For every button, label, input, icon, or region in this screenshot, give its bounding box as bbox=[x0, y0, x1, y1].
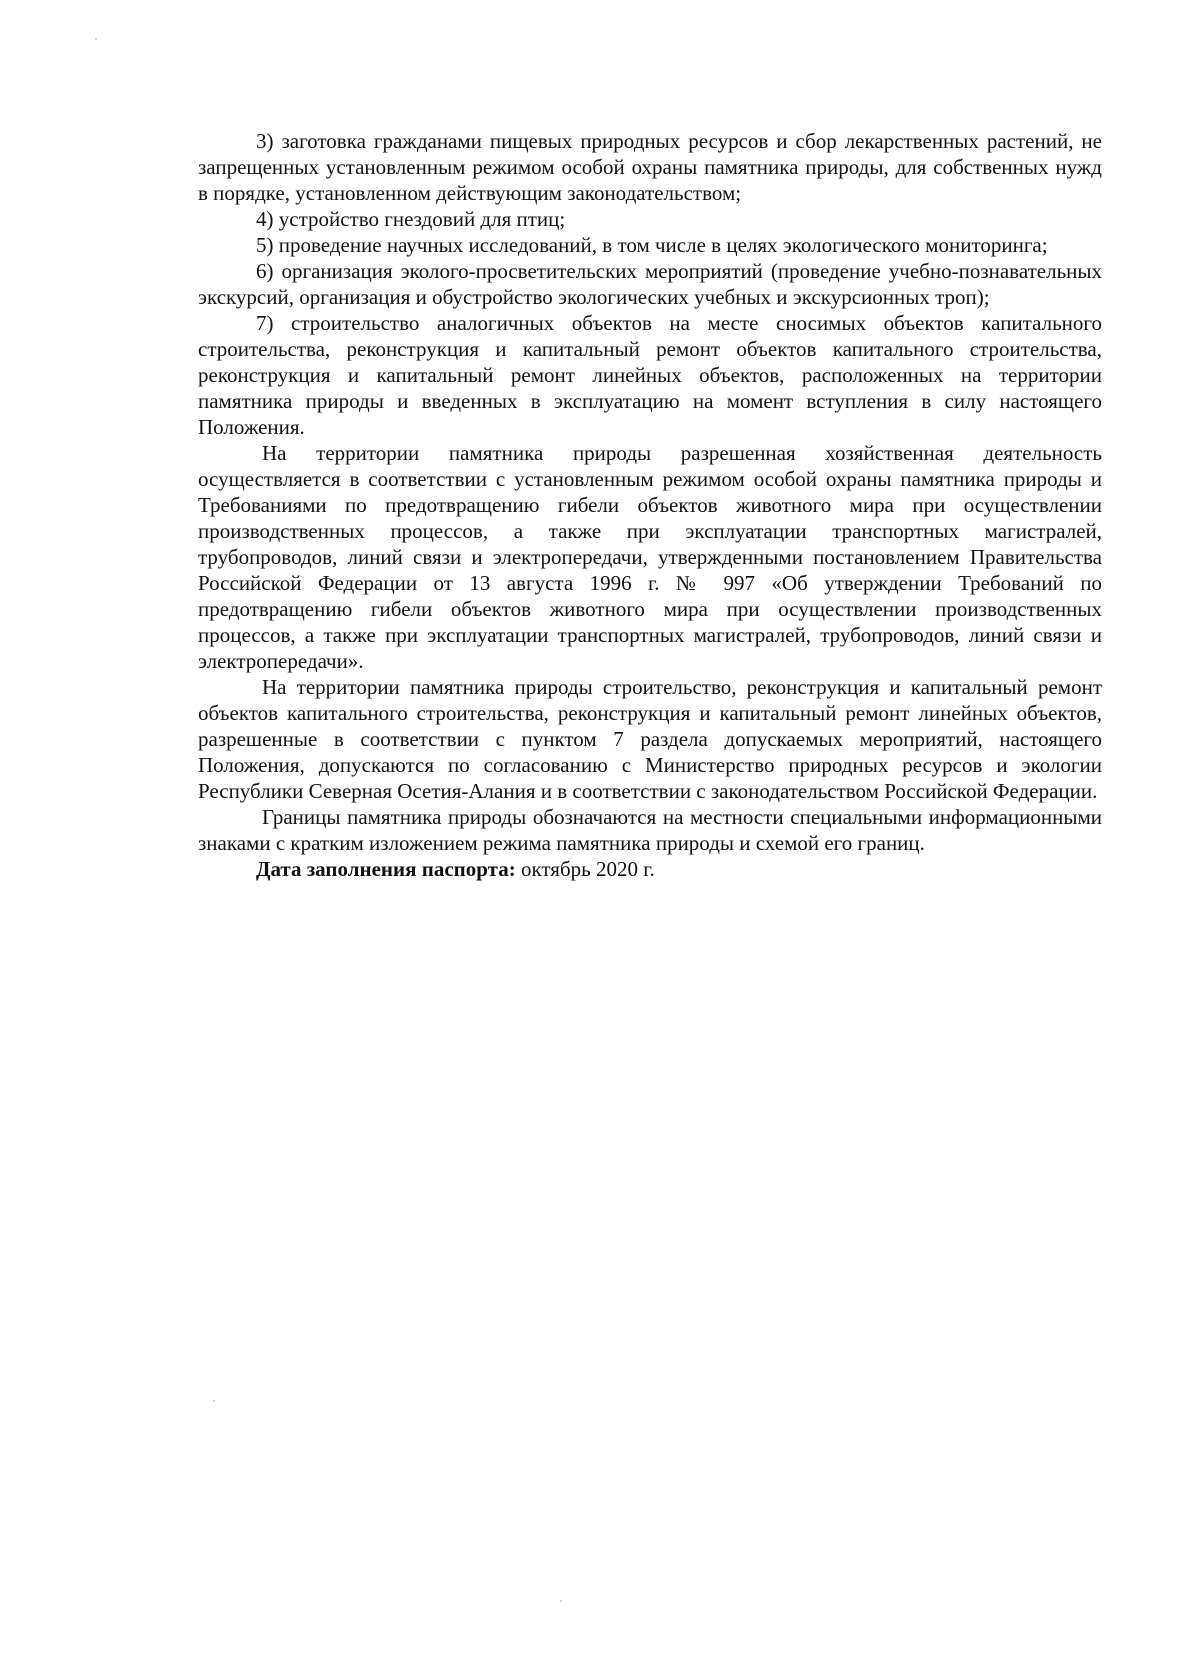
scan-speck bbox=[560, 1600, 562, 1602]
scan-speck bbox=[213, 1400, 215, 1402]
document-page bbox=[198, 128, 1102, 882]
fill-date-line bbox=[198, 856, 1102, 882]
list-item-6: 6) организация эколого-просветительских мероприятий (проведение учебно-познавательных экскурсий, организация и обустройство экологических учебных и экскурсионных троп); bbox=[198, 259, 1102, 309]
list-item-3: 3) заготовка гражданами пищевых природных ресурсов и сбор лекарственных растений, не запрещенных установленным режимом особой охраны памятника природы, для собственных нужд в порядке, установленном действующим законодательством; bbox=[198, 129, 1102, 205]
scan-speck bbox=[95, 38, 97, 40]
list-item-7: 7) строительство аналогичных объектов на месте сносимых объектов капитального строительства, реконструкция и капитальный ремонт объектов капитального строительства, реконструкция и капитальный ремонт линейных объектов, расположенных на территории памятника природы и введенных в эксплуатацию на момент вступления в силу настоящего Положения. bbox=[198, 311, 1102, 439]
fill-date-label: Дата заполнения паспорта: bbox=[256, 857, 516, 881]
list-item-5: 5) проведение научных исследований, в том числе в целях экологического мониторинга; bbox=[256, 233, 1048, 257]
paragraph-boundaries: Границы памятника природы обозначаются на местности специальными информационными знаками с кратким изложением режима памятника природы и схемой его границ. bbox=[198, 805, 1102, 855]
fill-date-value: октябрь 2020 г. bbox=[515, 857, 655, 881]
list-item-4: 4) устройство гнездовий для птиц; bbox=[256, 207, 566, 231]
paragraph-economic-activity: На территории памятника природы разрешенная хозяйственная деятельность осуществляется в соответствии с установленным режимом особой охраны памятника природы и Требованиями по предотвращению гибели объектов животного мира при осуществлении производственных процессов, а также при эксплуатации транспортных магистралей, трубопроводов, линий связи и электропередачи, утвержденными постановлением Правительства Российской Федерации от 13 августа 1996 г. № 997 «Об утверждении Требований по предотвращению гибели объектов животного мира при осуществлении производственных процессов, а также при эксплуатации транспортных магистралей, трубопроводов, линий связи и электропередачи». bbox=[198, 441, 1102, 673]
paragraph-construction: На территории памятника природы строительство, реконструкция и капитальный ремонт объектов капитального строительства, реконструкция и капитальный ремонт линейных объектов, разрешенные в соответствии с пунктом 7 раздела допускаемых мероприятий, настоящего Положения, допускаются по согласованию с Министерство природных ресурсов и экологии Республики Северная Осетия-Алания и в соответствии с законодательством Российской Федерации. bbox=[198, 675, 1102, 803]
